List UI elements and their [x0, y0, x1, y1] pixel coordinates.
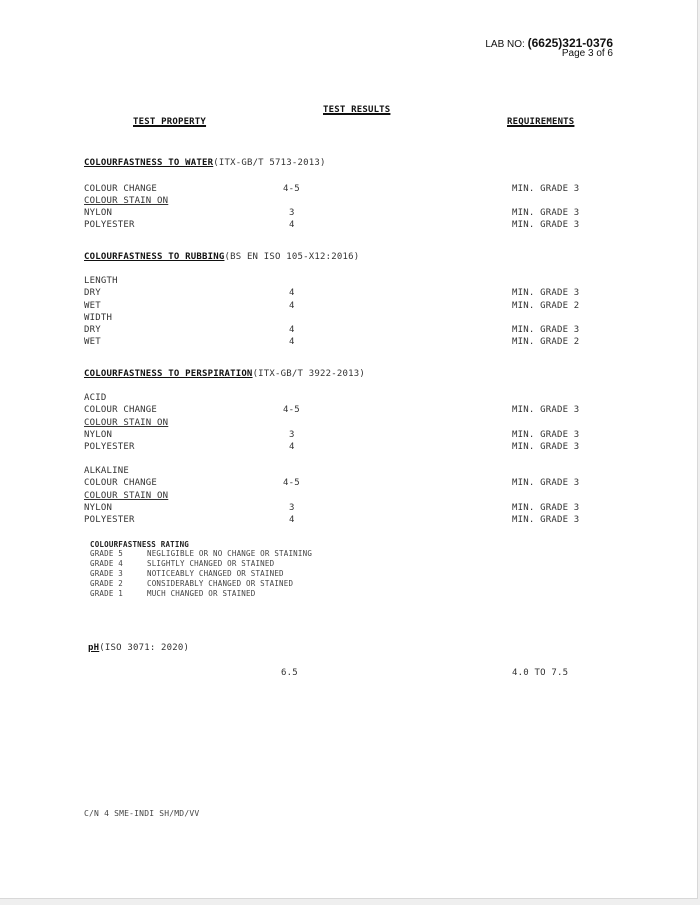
- rubbing-row-label: DRY: [84, 288, 101, 298]
- test-property-heading: TEST PROPERTY: [133, 117, 207, 127]
- rubbing-row-requirement: MIN. GRADE 3: [512, 325, 580, 335]
- water-title: COLOURFASTNESS TO WATER: [84, 158, 214, 168]
- rubbing-row-label: DRY: [84, 325, 101, 335]
- lab-number-label: LAB NO:: [485, 39, 525, 50]
- water-row-label: COLOUR STAIN ON: [84, 196, 169, 206]
- rubbing-row-requirement: MIN. GRADE 2: [512, 301, 580, 311]
- rating-description: CONSIDERABLY CHANGED OR STAINED: [147, 579, 294, 588]
- rating-grade: GRADE 2: [90, 579, 124, 588]
- acid-row-requirement: MIN. GRADE 3: [512, 430, 580, 440]
- rating-title: COLOURFASTNESS RATING: [90, 540, 190, 549]
- water-row-requirement: MIN. GRADE 3: [512, 208, 580, 218]
- rating-description: MUCH CHANGED OR STAINED: [147, 589, 256, 598]
- perspiration-standard: (ITX-GB/T 3922-2013): [252, 369, 365, 379]
- acid-row-label: COLOUR STAIN ON: [84, 418, 169, 428]
- page-info: Page 3 of 6: [561, 48, 613, 59]
- rating-description: NOTICEABLY CHANGED OR STAINED: [147, 569, 284, 578]
- water-row-result: 4-5: [283, 184, 300, 194]
- rubbing-row-requirement: MIN. GRADE 3: [512, 288, 580, 298]
- alkaline-row-result: 3: [289, 503, 295, 513]
- rating-grade: GRADE 1: [90, 589, 124, 598]
- alkaline-row-result: 4-5: [283, 478, 300, 488]
- alkaline-row-requirement: MIN. GRADE 3: [512, 515, 580, 525]
- acid-label: ACID: [84, 393, 107, 403]
- rubbing-row-requirement: MIN. GRADE 2: [512, 337, 580, 347]
- rubbing-row-result: 4: [289, 337, 295, 347]
- water-row-result: 4: [289, 220, 295, 230]
- perspiration-title: COLOURFASTNESS TO PERSPIRATION: [84, 369, 253, 379]
- ph-section-title: [88, 643, 189, 653]
- acid-row-result: 4-5: [283, 405, 300, 415]
- water-row-label: POLYESTER: [84, 220, 135, 230]
- water-row-label: COLOUR CHANGE: [84, 184, 158, 194]
- alkaline-row-requirement: MIN. GRADE 3: [512, 478, 580, 488]
- perspiration-section-title: [84, 369, 365, 379]
- acid-row-label: POLYESTER: [84, 442, 135, 452]
- acid-row-label: COLOUR CHANGE: [84, 405, 158, 415]
- acid-row-label: NYLON: [84, 430, 113, 440]
- water-row-result: 3: [289, 208, 295, 218]
- alkaline-label: ALKALINE: [84, 466, 129, 476]
- water-row-requirement: MIN. GRADE 3: [512, 220, 580, 230]
- requirements-heading: REQUIREMENTS: [507, 117, 575, 127]
- acid-row-requirement: MIN. GRADE 3: [512, 442, 580, 452]
- water-row-label: NYLON: [84, 208, 113, 218]
- rubbing-row-label: LENGTH: [84, 276, 118, 286]
- rating-grade: GRADE 5: [90, 549, 124, 558]
- acid-row-requirement: MIN. GRADE 3: [512, 405, 580, 415]
- rubbing-title: COLOURFASTNESS TO RUBBING: [84, 252, 225, 262]
- rubbing-section-title: [84, 252, 359, 262]
- rubbing-standard: (BS EN ISO 105-X12:2016): [224, 252, 360, 262]
- rubbing-row-label: WET: [84, 301, 101, 311]
- acid-row-result: 4: [289, 442, 295, 452]
- test-results-heading: TEST RESULTS: [323, 105, 391, 115]
- rubbing-row-result: 4: [289, 301, 295, 311]
- alkaline-row-label: COLOUR STAIN ON: [84, 491, 169, 501]
- alkaline-row-label: COLOUR CHANGE: [84, 478, 158, 488]
- alkaline-row-result: 4: [289, 515, 295, 525]
- rubbing-row-result: 4: [289, 288, 295, 298]
- rating-description: NEGLIGIBLE OR NO CHANGE OR STAINING: [147, 549, 313, 558]
- footer-code: C/N 4 SME-INDI SH/MD/VV: [84, 809, 200, 818]
- lab-number-value: (6625)321-0376: [527, 36, 613, 50]
- rubbing-row-label: WET: [84, 337, 101, 347]
- rubbing-row-label: WIDTH: [84, 313, 113, 323]
- acid-row-result: 3: [289, 430, 295, 440]
- water-standard: (ITX-GB/T 5713-2013): [213, 158, 326, 168]
- water-section-title: [84, 158, 326, 168]
- alkaline-row-requirement: MIN. GRADE 3: [512, 503, 580, 513]
- rating-grade: GRADE 3: [90, 569, 124, 578]
- alkaline-row-label: NYLON: [84, 503, 113, 513]
- ph-requirement: 4.0 TO 7.5: [512, 668, 569, 678]
- water-row-requirement: MIN. GRADE 3: [512, 184, 580, 194]
- rating-description: SLIGHTLY CHANGED OR STAINED: [147, 559, 275, 568]
- ph-title: pH: [88, 643, 100, 653]
- ph-result: 6.5: [281, 668, 298, 678]
- rubbing-row-result: 4: [289, 325, 295, 335]
- rating-grade: GRADE 4: [90, 559, 124, 568]
- alkaline-row-label: POLYESTER: [84, 515, 135, 525]
- ph-standard: (ISO 3071: 2020): [99, 643, 190, 653]
